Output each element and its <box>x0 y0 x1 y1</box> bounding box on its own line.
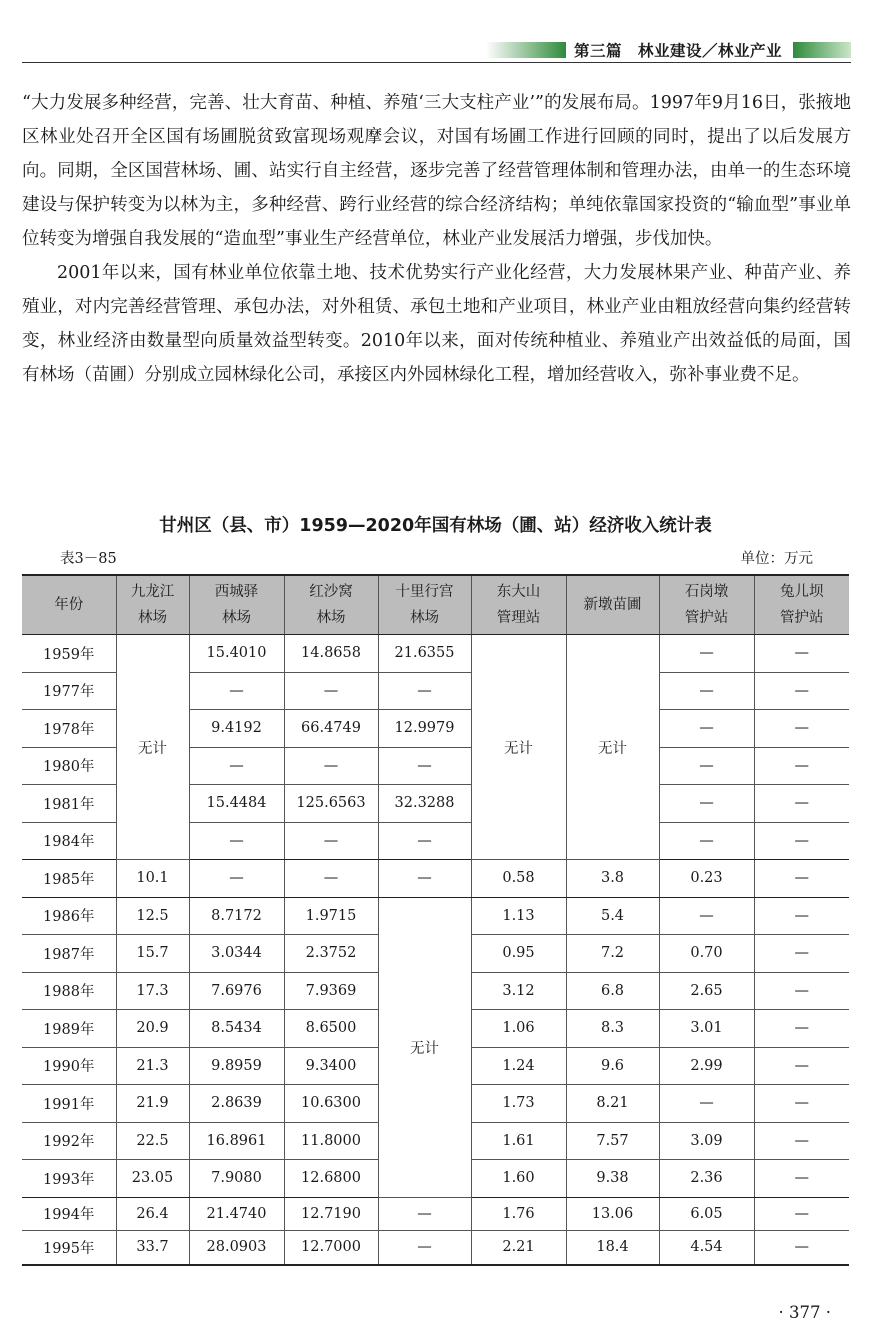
cell: 7.6976 <box>189 972 284 1010</box>
cell: 7.9080 <box>189 1160 284 1198</box>
cell: 8.21 <box>566 1085 659 1123</box>
cell-year: 1981年 <box>22 785 116 823</box>
cell-year: 1980年 <box>22 747 116 785</box>
cell-year: 1984年 <box>22 822 116 860</box>
cell: — <box>378 860 471 898</box>
header-gradient-bar-left <box>486 42 566 58</box>
column-header: 九龙江 林场 <box>116 575 189 635</box>
cell: 2.99 <box>659 1047 754 1085</box>
cell: 8.7172 <box>189 897 284 935</box>
column-header: 红沙窝 林场 <box>284 575 378 635</box>
cell-year: 1995年 <box>22 1231 116 1265</box>
cell: 3.0344 <box>189 935 284 973</box>
cell: — <box>189 822 284 860</box>
cell: — <box>754 1231 849 1265</box>
cell: 21.9 <box>116 1085 189 1123</box>
cell: — <box>754 972 849 1010</box>
cell: 1.24 <box>471 1047 566 1085</box>
cell: 1.13 <box>471 897 566 935</box>
cell: 10.1 <box>116 860 189 898</box>
cell: 1.9715 <box>284 897 378 935</box>
cell: — <box>754 822 849 860</box>
cell: — <box>754 747 849 785</box>
cell: 1.73 <box>471 1085 566 1123</box>
cell: 32.3288 <box>378 785 471 823</box>
cell: — <box>378 1231 471 1265</box>
cell: — <box>754 635 849 673</box>
cell: 23.05 <box>116 1160 189 1198</box>
cell-year: 1985年 <box>22 860 116 898</box>
cell: 4.54 <box>659 1231 754 1265</box>
cell: — <box>754 1085 849 1123</box>
cell: 8.5434 <box>189 1010 284 1048</box>
cell-year: 1990年 <box>22 1047 116 1085</box>
cell-year: 1991年 <box>22 1085 116 1123</box>
cell: 12.7000 <box>284 1231 378 1265</box>
cell: 0.70 <box>659 935 754 973</box>
cell: 9.6 <box>566 1047 659 1085</box>
cell: — <box>754 1047 849 1085</box>
cell: 28.0903 <box>189 1231 284 1265</box>
cell: — <box>754 710 849 748</box>
cell: 6.05 <box>659 1197 754 1231</box>
cell-year: 1959年 <box>22 635 116 673</box>
column-header: 十里行宫 林场 <box>378 575 471 635</box>
cell-year: 1994年 <box>22 1197 116 1231</box>
cell: 11.8000 <box>284 1122 378 1160</box>
cell: — <box>659 672 754 710</box>
cell: 21.6355 <box>378 635 471 673</box>
cell: — <box>754 672 849 710</box>
cell: 18.4 <box>566 1231 659 1265</box>
cell: — <box>284 672 378 710</box>
cell: — <box>754 1010 849 1048</box>
cell: 15.4010 <box>189 635 284 673</box>
table-row <box>22 897 849 935</box>
table-row <box>22 635 849 673</box>
cell: 5.4 <box>566 897 659 935</box>
column-header: 西城驿 林场 <box>189 575 284 635</box>
cell: 2.36 <box>659 1160 754 1198</box>
cell: — <box>284 860 378 898</box>
cell-year: 1978年 <box>22 710 116 748</box>
cell: 9.8959 <box>189 1047 284 1085</box>
cell: 33.7 <box>116 1231 189 1265</box>
cell-year: 1987年 <box>22 935 116 973</box>
cell: 7.57 <box>566 1122 659 1160</box>
column-header: 石岗墩 管护站 <box>659 575 754 635</box>
cell: 6.8 <box>566 972 659 1010</box>
cell: — <box>378 822 471 860</box>
cell: 12.7190 <box>284 1197 378 1231</box>
column-header: 东大山 管理站 <box>471 575 566 635</box>
cell: 2.21 <box>471 1231 566 1265</box>
income-table <box>22 574 849 1266</box>
cell: 12.5 <box>116 897 189 935</box>
header-gradient-bar-right <box>793 42 851 58</box>
cell: 0.95 <box>471 935 566 973</box>
cell: — <box>659 635 754 673</box>
body-text <box>22 86 851 392</box>
cell: — <box>189 860 284 898</box>
cell: 8.3 <box>566 1010 659 1048</box>
table-unit: 单位：万元 <box>740 551 813 567</box>
cell: 9.38 <box>566 1160 659 1198</box>
cell: — <box>659 710 754 748</box>
cell: 3.12 <box>471 972 566 1010</box>
cell: — <box>754 935 849 973</box>
cell: — <box>754 1122 849 1160</box>
cell: — <box>378 747 471 785</box>
cell-year: 1989年 <box>22 1010 116 1048</box>
cell: 16.8961 <box>189 1122 284 1160</box>
cell: 7.9369 <box>284 972 378 1010</box>
cell: — <box>659 897 754 935</box>
cell: — <box>189 747 284 785</box>
cell: — <box>189 672 284 710</box>
cell: — <box>754 785 849 823</box>
cell: — <box>284 747 378 785</box>
cell: 21.4740 <box>189 1197 284 1231</box>
cell: 15.4484 <box>189 785 284 823</box>
column-header: 新墩苗圃 <box>566 575 659 635</box>
cell: 3.8 <box>566 860 659 898</box>
cell: 2.65 <box>659 972 754 1010</box>
cell: 9.3400 <box>284 1047 378 1085</box>
cell: 26.4 <box>116 1197 189 1231</box>
cell-year: 1988年 <box>22 972 116 1010</box>
column-header: 年份 <box>22 575 116 635</box>
cell: 3.01 <box>659 1010 754 1048</box>
table-number: 表3－85 <box>60 551 117 567</box>
table-row <box>22 1231 849 1265</box>
cell: — <box>754 897 849 935</box>
cell: — <box>754 1197 849 1231</box>
table-header-row <box>22 575 849 635</box>
cell: 0.23 <box>659 860 754 898</box>
cell: — <box>284 822 378 860</box>
cell: 10.6300 <box>284 1085 378 1123</box>
cell-year: 1993年 <box>22 1160 116 1198</box>
column-header: 兔儿坝 管护站 <box>754 575 849 635</box>
cell: — <box>378 672 471 710</box>
cell: 1.61 <box>471 1122 566 1160</box>
cell: 17.3 <box>116 972 189 1010</box>
cell-year: 1986年 <box>22 897 116 935</box>
cell: 12.9979 <box>378 710 471 748</box>
cell: 66.4749 <box>284 710 378 748</box>
cell-merged-none: 无计 <box>471 635 566 860</box>
cell: — <box>754 860 849 898</box>
cell: 3.09 <box>659 1122 754 1160</box>
cell-merged-none: 无计 <box>116 635 189 860</box>
cell: 8.6500 <box>284 1010 378 1048</box>
section-title: 第三篇 林业建设／林业产业 <box>574 42 783 60</box>
running-header <box>22 38 851 63</box>
cell: 7.2 <box>566 935 659 973</box>
paragraph: 2001年以来，国有林业单位依靠土地、技术优势实行产业化经营，大力发展林果产业、种苗产业、养殖业，对内完善经营管理、承包办法，对外租赁、承包土地和产业项目，林业产业由粗放经营向集约经营转变，林业经济由数量型向质量效益型转变。2010年以来，面对传统种植业、养殖业产出效益低的局面，国有林场（苗圃）分别成立园林绿化公司，承接区内外园林绿化工程，增加经营收入，弥补事业费不足。 <box>22 263 851 385</box>
cell: 15.7 <box>116 935 189 973</box>
table-title: 甘州区（县、市）1959—2020年国有林场（圃、站）经济收入统计表 <box>159 516 712 536</box>
cell: 14.8658 <box>284 635 378 673</box>
cell: — <box>659 747 754 785</box>
cell: 2.8639 <box>189 1085 284 1123</box>
cell: 9.4192 <box>189 710 284 748</box>
cell-merged-none: 无计 <box>378 897 471 1197</box>
table-row <box>22 1197 849 1231</box>
cell: 125.6563 <box>284 785 378 823</box>
cell-year: 1992年 <box>22 1122 116 1160</box>
cell: 1.06 <box>471 1010 566 1048</box>
cell: — <box>659 1085 754 1123</box>
cell-year: 1977年 <box>22 672 116 710</box>
cell: — <box>659 785 754 823</box>
cell: — <box>659 822 754 860</box>
cell: 13.06 <box>566 1197 659 1231</box>
cell: 0.58 <box>471 860 566 898</box>
page-number: · 377 · <box>778 1303 831 1322</box>
paragraph: “大力发展多种经营，完善、壮大育苗、种植、养殖‘三大支柱产业’”的发展布局。1997年9月16日，张掖地区林业处召开全区国有场圃脱贫致富现场观摩会议，对国有场圃工作进行回顾的同时，提出了以后发展方向。同期，全区国营林场、圃、站实行自主经营，逐步完善了经营管理体制和管理办法，由单一的生态环境建设与保护转变为以林为主，多种经营、跨行业经营的综合经济结构；单纯依靠国家投资的“输血型”事业单位转变为增强自我发展的“造血型”事业生产经营单位，林业产业发展活力增强，步伐加快。 <box>22 93 851 249</box>
cell: 12.6800 <box>284 1160 378 1198</box>
cell: — <box>754 1160 849 1198</box>
cell: 1.76 <box>471 1197 566 1231</box>
cell: 1.60 <box>471 1160 566 1198</box>
cell: 20.9 <box>116 1010 189 1048</box>
table-row <box>22 860 849 898</box>
cell: 2.3752 <box>284 935 378 973</box>
cell-merged-none: 无计 <box>566 635 659 860</box>
cell: 22.5 <box>116 1122 189 1160</box>
cell: — <box>378 1197 471 1231</box>
cell: 21.3 <box>116 1047 189 1085</box>
